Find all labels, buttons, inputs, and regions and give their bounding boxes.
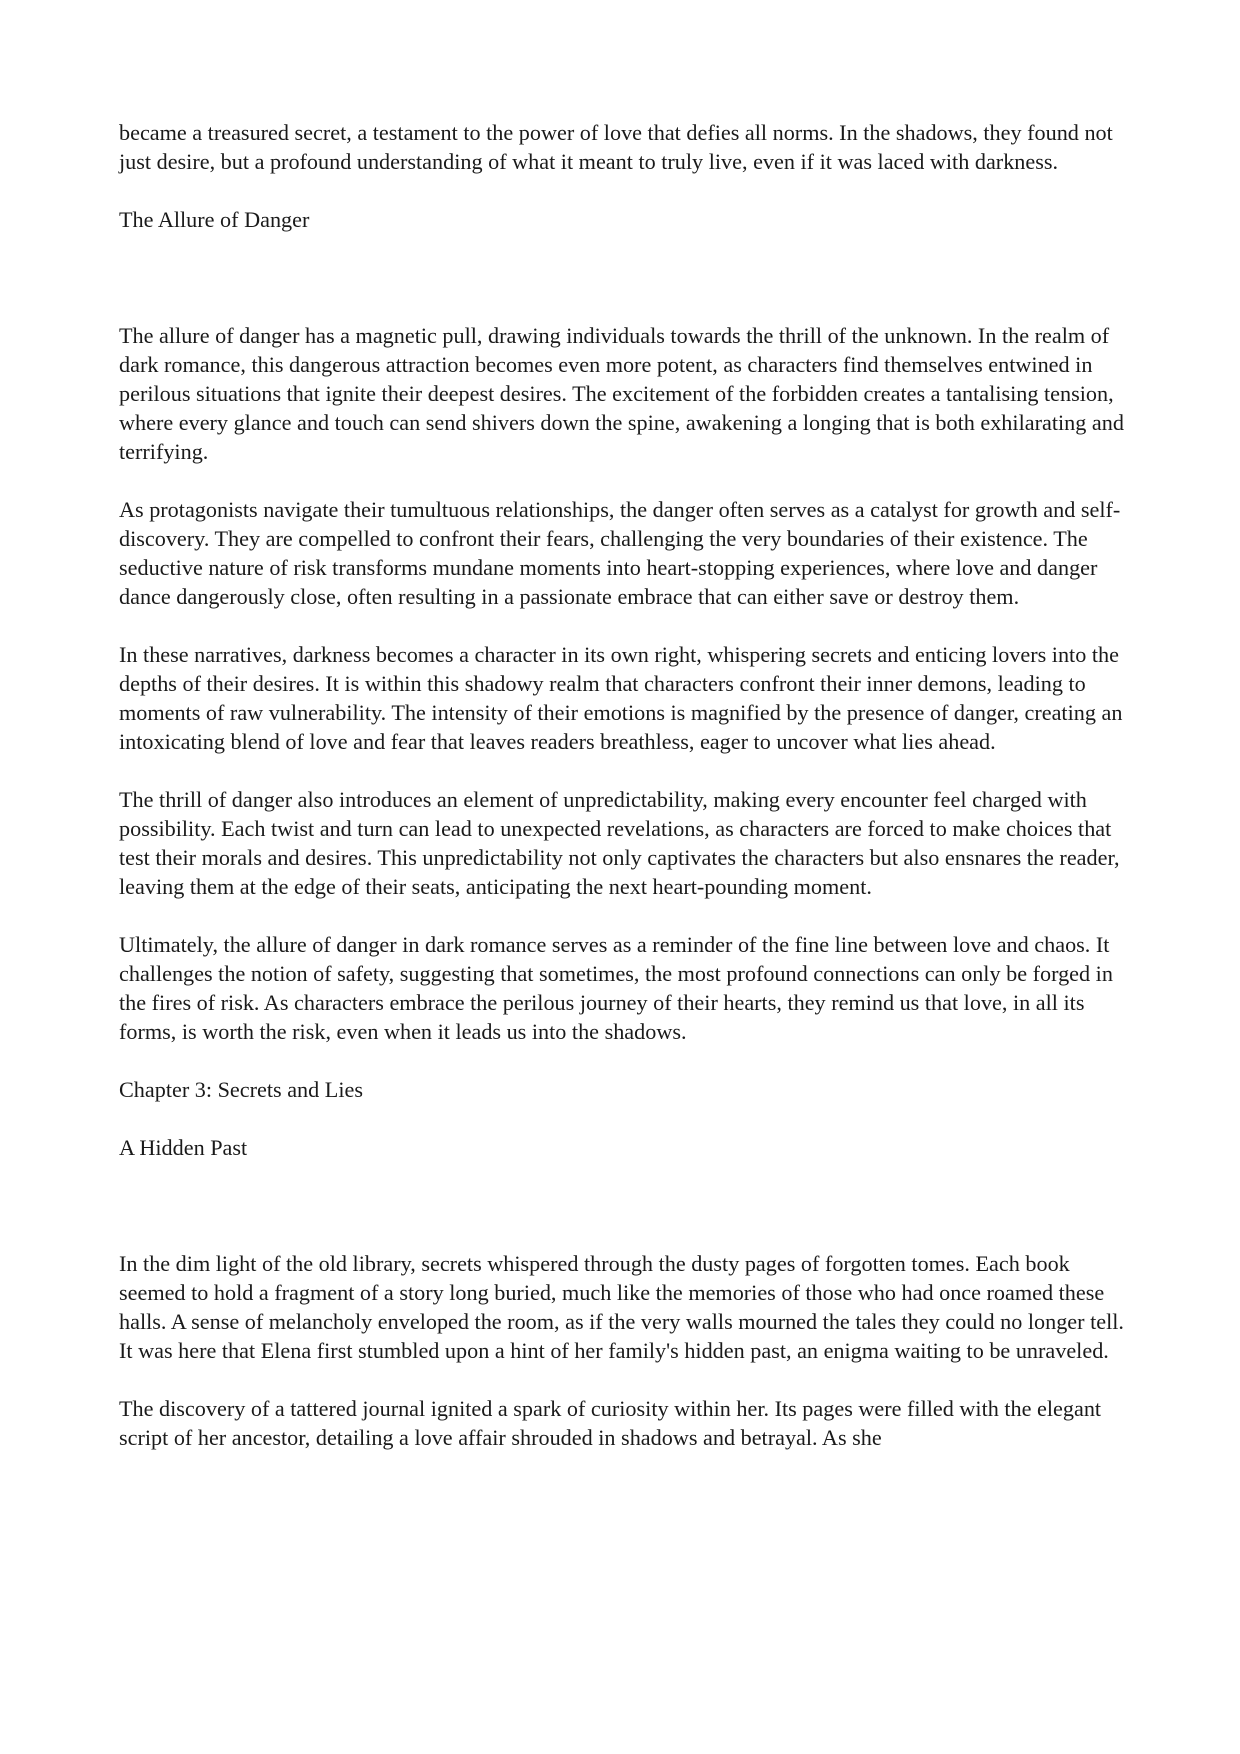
section-heading-allure-of-danger: The Allure of Danger	[119, 207, 310, 232]
body-paragraph: In these narratives, darkness becomes a character in its own right, whispering secrets and enticing lovers into the depths of their desires. It is within this shadowy realm that characters confront their inner demons, leading to moments of raw vulnerability. The intensity of their emotions is magnified by the presence of danger, creating an intoxicating blend of love and fear that leaves readers breathless, eager to uncover what lies ahead.	[119, 642, 1123, 754]
document-body	[119, 118, 1129, 1481]
body-paragraph: As protagonists navigate their tumultuous relationships, the danger often serves as a catalyst for growth and self-discovery. They are compelled to confront their fears, challenging the very boundaries of their existence. The seductive nature of risk transforms mundane moments into heart-stopping experiences, where love and danger dance dangerously close, often resulting in a passionate embrace that can either save or destroy them.	[119, 497, 1121, 609]
chapter-heading: Chapter 3: Secrets and Lies	[119, 1077, 363, 1102]
section-heading-hidden-past: A Hidden Past	[119, 1135, 248, 1160]
body-paragraph: In the dim light of the old library, secrets whispered through the dusty pages of forgotten tomes. Each book seemed to hold a fragment of a story long buried, much like the memories of those who had once roamed these halls. A sense of melancholy enveloped the room, as if the very walls mourned the tales they could no longer tell. It was here that Elena first stumbled upon a hint of her family's hidden past, an enigma waiting to be unraveled.	[119, 1251, 1124, 1363]
body-paragraph: The allure of danger has a magnetic pull, drawing individuals towards the thrill of the unknown. In the realm of dark romance, this dangerous attraction becomes even more potent, as characters find themselves entwined in perilous situations that ignite their deepest desires. The excitement of the forbidden creates a tantalising tension, where every glance and touch can send shivers down the spine, awakening a longing that is both exhilarating and terrifying.	[119, 323, 1124, 464]
body-paragraph: The thrill of danger also introduces an element of unpredictability, making every encounter feel charged with possibility. Each twist and turn can lead to unexpected revelations, as characters are forced to make choices that test their morals and desires. This unpredictability not only captivates the characters but also ensnares the reader, leaving them at the edge of their seats, anticipating the next heart-pounding moment.	[119, 787, 1120, 899]
body-paragraph: Ultimately, the allure of danger in dark romance serves as a reminder of the fine line between love and chaos. It challenges the notion of safety, suggesting that sometimes, the most profound connections can only be forged in the fires of risk. As characters embrace the perilous journey of their hearts, they remind us that love, in all its forms, is worth the risk, even when it leads us into the shadows.	[119, 932, 1113, 1044]
body-paragraph: The discovery of a tattered journal ignited a spark of curiosity within her. Its pages were filled with the elegant script of her ancestor, detailing a love affair shrouded in shadows and betrayal. As she	[119, 1396, 1102, 1450]
intro-paragraph: became a treasured secret, a testament to the power of love that defies all norms. In the shadows, they found not just desire, but a profound understanding of what it meant to truly live, even if it was laced with darkness.	[119, 120, 1113, 174]
